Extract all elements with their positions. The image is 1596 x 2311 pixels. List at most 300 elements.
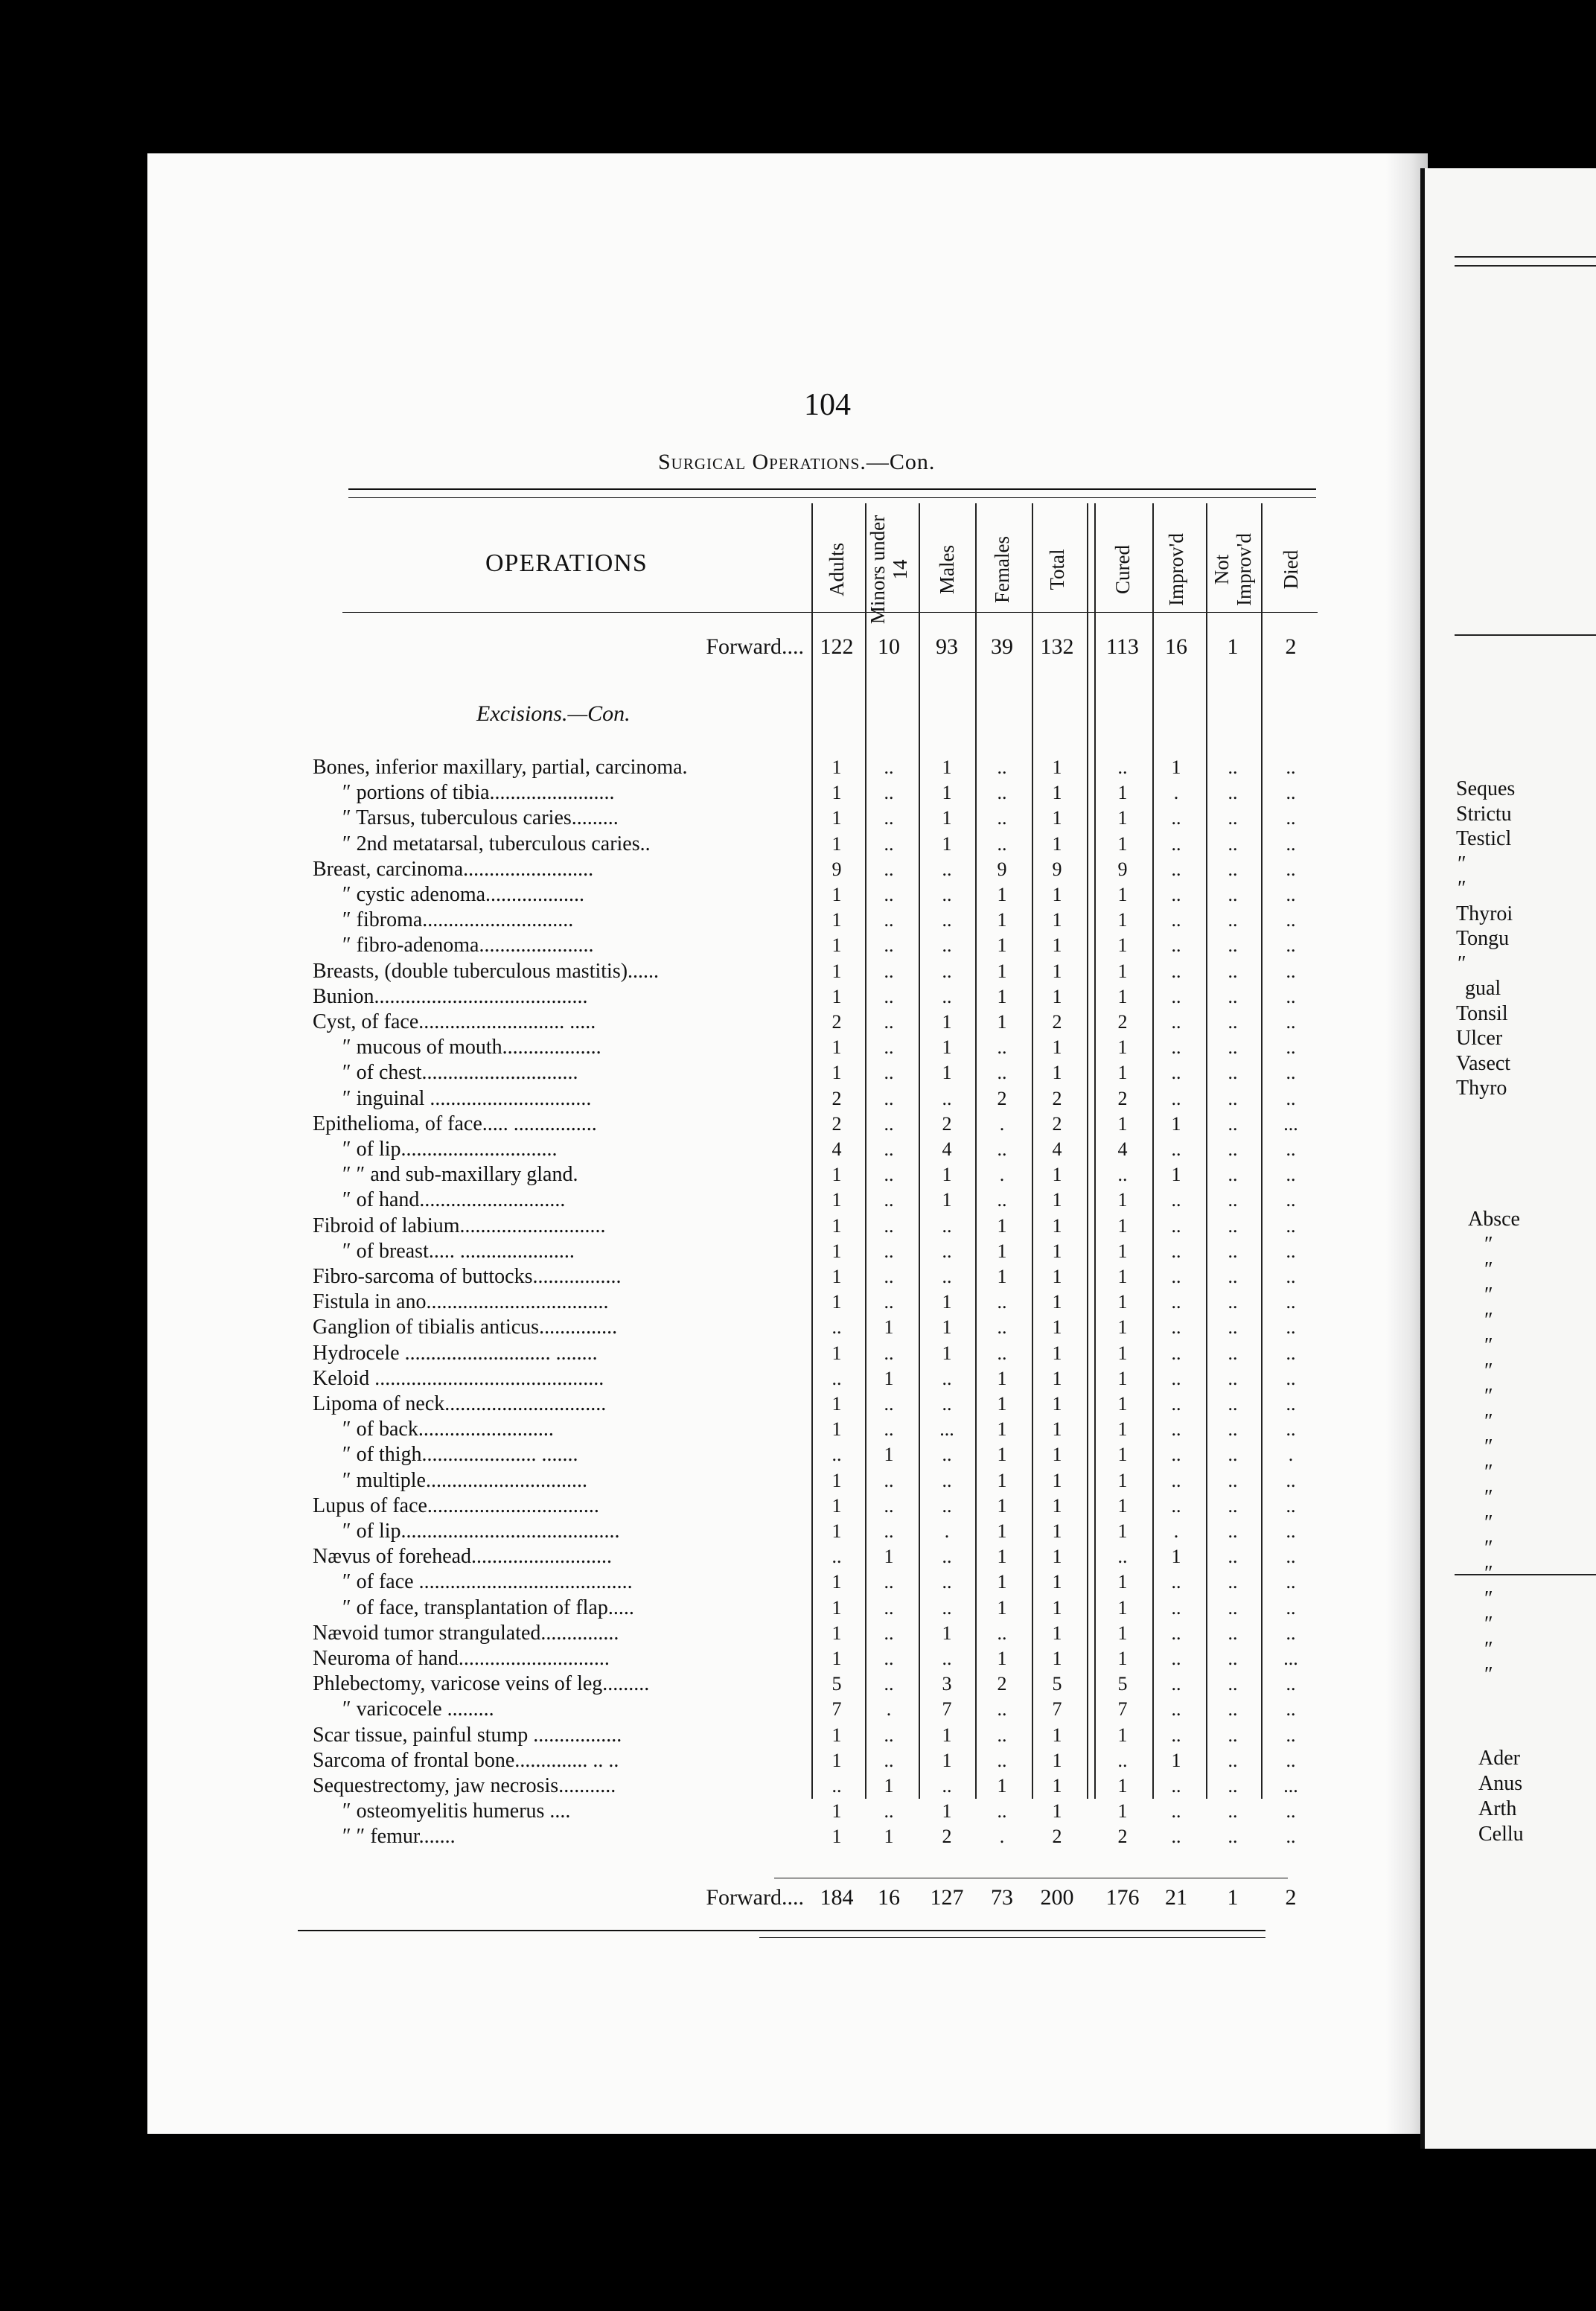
table-cell: .. — [997, 1036, 1007, 1058]
table-cell: 1 — [1171, 1750, 1181, 1771]
table-cell: 1 — [831, 986, 842, 1007]
table-cell: 1 — [831, 909, 842, 931]
table-cell: .. — [1286, 1597, 1296, 1619]
table-cell: .. — [1286, 960, 1296, 982]
table-cell: .. — [942, 858, 952, 880]
table-row-label: Breasts, (double tuberculous mastitis)...... — [313, 960, 660, 983]
table-cell: .. — [1286, 1393, 1296, 1415]
forward-out-value: 200 — [1040, 1885, 1074, 1910]
table-cell: . — [886, 1698, 892, 1720]
facing-page-rule — [1455, 256, 1596, 258]
table-cell: .. — [942, 986, 952, 1007]
table-row-label: Cyst, of face............................ ..... — [313, 1011, 596, 1033]
table-cell: .. — [884, 1750, 894, 1771]
table-cell: .. — [997, 1189, 1007, 1211]
table-cell: 1 — [997, 1546, 1007, 1567]
table-cell: .. — [1286, 1291, 1296, 1313]
table-cell: .. — [1228, 1597, 1238, 1619]
table-cell: .. — [1228, 1750, 1238, 1771]
table-cell: .. — [1171, 986, 1181, 1007]
table-row-label: ″ of face, transplantation of flap..... — [342, 1597, 634, 1619]
column-header-text: Adults — [826, 542, 848, 597]
table-cell: .. — [1286, 1062, 1296, 1083]
table-cell: .. — [1171, 1800, 1181, 1822]
table-cell: .. — [884, 1062, 894, 1083]
column-header-adults — [814, 506, 859, 633]
table-cell: .. — [1228, 1571, 1238, 1593]
table-cell: .. — [1286, 1826, 1296, 1847]
table-cell: 1 — [997, 986, 1007, 1007]
table-cell: 7 — [1117, 1698, 1128, 1720]
table-cell: . — [1173, 1520, 1179, 1542]
table-cell: .. — [831, 1444, 842, 1465]
table-cell: 1 — [1052, 934, 1062, 956]
table-cell: .. — [942, 1088, 952, 1109]
table-cell: .. — [1171, 1266, 1181, 1287]
table-cell: .. — [1286, 1164, 1296, 1185]
table-cell: .. — [1228, 1470, 1238, 1491]
facing-page-word: Cellu — [1478, 1823, 1524, 1846]
table-cell: .. — [1286, 1750, 1296, 1771]
table-cell: .. — [1171, 1648, 1181, 1669]
forward-in-value: 2 — [1285, 634, 1297, 659]
column-header-improv-d — [1154, 506, 1198, 633]
table-cell: .. — [1171, 1673, 1181, 1695]
column-divider — [1032, 503, 1033, 1799]
table-cell: .. — [1228, 1826, 1238, 1847]
table-cell: 1 — [831, 1724, 842, 1746]
table-cell: .. — [1228, 1036, 1238, 1058]
table-cell: 1 — [1052, 756, 1062, 778]
table-cell: .. — [942, 884, 952, 905]
table-cell: .. — [884, 1648, 894, 1669]
table-cell: 2 — [1117, 1011, 1128, 1033]
table-cell: .. — [942, 1597, 952, 1619]
bottom-rule — [298, 1930, 1265, 1931]
table-cell: 1 — [942, 756, 952, 778]
table-cell: 9 — [1052, 858, 1062, 880]
table-row-label: ″ fibro-adenoma...................... — [342, 934, 594, 957]
table-cell: .. — [1228, 1622, 1238, 1644]
table-cell: .. — [1286, 756, 1296, 778]
operations-heading: OPERATIONS — [485, 549, 648, 577]
table-cell: 1 — [997, 1418, 1007, 1440]
table-row-label: ″ portions of tibia........................ — [342, 782, 615, 804]
table-row-label: ″ varicocele ......... — [342, 1698, 494, 1721]
facing-page-rule — [1455, 265, 1596, 267]
table-cell: .. — [1228, 858, 1238, 880]
top-rule-2 — [348, 497, 1316, 498]
facing-page-word: ″ — [1458, 852, 1466, 876]
table-cell: ... — [1283, 1648, 1298, 1669]
table-cell: .. — [1286, 858, 1296, 880]
table-cell: .. — [1171, 1775, 1181, 1797]
table-row-label: Ganglion of tibialis anticus............... — [313, 1316, 618, 1339]
table-cell: 1 — [1171, 1113, 1181, 1135]
table-cell: .. — [1286, 1316, 1296, 1338]
table-cell: .. — [1228, 1520, 1238, 1542]
table-cell: .. — [997, 1750, 1007, 1771]
table-cell: .. — [884, 1622, 894, 1644]
table-cell: .. — [1286, 1138, 1296, 1160]
table-cell: 1 — [831, 1826, 842, 1847]
table-cell: .. — [942, 960, 952, 982]
table-cell: 2 — [831, 1088, 842, 1109]
facing-page-word: ″ — [1484, 1258, 1493, 1281]
table-cell: .. — [884, 1215, 894, 1237]
table-cell: .. — [884, 1164, 894, 1185]
table-row-label: ″ of hand............................ — [342, 1189, 566, 1211]
table-cell: 1 — [1052, 1571, 1062, 1593]
table-cell: .. — [884, 1724, 894, 1746]
table-cell: 1 — [942, 1724, 952, 1746]
facing-page-word: Strictu — [1456, 802, 1512, 826]
table-cell: 1 — [831, 1470, 842, 1491]
table-cell: .. — [997, 1724, 1007, 1746]
table-cell: .. — [1171, 1393, 1181, 1415]
table-cell: 1 — [1117, 1444, 1128, 1465]
table-cell: .. — [1228, 1316, 1238, 1338]
table-cell: 4 — [1052, 1138, 1062, 1160]
table-cell: 1 — [1117, 1648, 1128, 1669]
table-cell: .. — [1228, 1215, 1238, 1237]
table-cell: 1 — [942, 1189, 952, 1211]
facing-page-word: ″ — [1484, 1385, 1493, 1408]
table-row-label: ″ of lip.......................................... — [342, 1520, 620, 1543]
table-row-label: ″ osteomyelitis humerus .... — [342, 1800, 571, 1823]
table-cell: . — [999, 1164, 1005, 1185]
table-cell: 1 — [1117, 1470, 1128, 1491]
table-row-label: ″ 2nd metatarsal, tuberculous caries.. — [342, 833, 651, 855]
table-cell: 1 — [1117, 884, 1128, 905]
table-cell: 7 — [831, 1698, 842, 1720]
table-cell: .. — [1228, 1291, 1238, 1313]
table-cell: .. — [884, 960, 894, 982]
table-cell: .. — [1228, 1368, 1238, 1389]
table-cell: .. — [1228, 1138, 1238, 1160]
table-cell: .. — [831, 1775, 842, 1797]
table-row-label: Fibro-sarcoma of buttocks................. — [313, 1266, 622, 1288]
table-cell: .. — [942, 1240, 952, 1262]
table-cell: .. — [1228, 1393, 1238, 1415]
table-cell: .. — [1286, 1622, 1296, 1644]
table-cell: .. — [1171, 1470, 1181, 1491]
running-head-title: Surgical Operations — [658, 450, 861, 474]
table-cell: .. — [884, 807, 894, 829]
table-cell: .. — [1171, 1138, 1181, 1160]
table-cell: .. — [1171, 1724, 1181, 1746]
facing-page-word: gual — [1465, 977, 1501, 1000]
table-cell: 4 — [942, 1138, 952, 1160]
table-cell: 1 — [1117, 1291, 1128, 1313]
table-cell: .. — [1171, 833, 1181, 855]
forward-out-value: 21 — [1165, 1885, 1187, 1910]
table-cell: 1 — [1117, 1062, 1128, 1083]
table-cell: .. — [1171, 1826, 1181, 1847]
table-cell: 1 — [942, 1342, 952, 1364]
table-cell: 1 — [1052, 1036, 1062, 1058]
table-cell: .. — [1171, 1036, 1181, 1058]
table-cell: .. — [1171, 909, 1181, 931]
table-cell: . — [1288, 1444, 1294, 1465]
table-cell: .. — [942, 1571, 952, 1593]
table-cell: .. — [1228, 960, 1238, 982]
column-header-text: Improv'd — [1165, 533, 1187, 606]
table-cell: .. — [1286, 1240, 1296, 1262]
table-cell: 1 — [1052, 1520, 1062, 1542]
facing-page-word: ″ — [1484, 1587, 1493, 1610]
table-cell: 1 — [997, 1470, 1007, 1491]
table-cell: .. — [884, 1520, 894, 1542]
forward-out-value: 127 — [930, 1885, 964, 1910]
table-cell: .. — [942, 1444, 952, 1465]
table-cell: 1 — [1052, 1648, 1062, 1669]
forward-out-value: 2 — [1285, 1885, 1297, 1910]
table-cell: .. — [884, 1291, 894, 1313]
table-cell: 1 — [942, 1316, 952, 1338]
table-cell: 1 — [1117, 1215, 1128, 1237]
table-cell: .. — [1228, 807, 1238, 829]
table-cell: .. — [1171, 1698, 1181, 1720]
table-row-label: ″ mucous of mouth................... — [342, 1036, 601, 1059]
table-cell: .. — [942, 1648, 952, 1669]
forward-out-value: 16 — [878, 1885, 900, 1910]
table-cell: .. — [884, 1011, 894, 1033]
table-cell: .. — [1286, 1088, 1296, 1109]
table-cell: .. — [1286, 1266, 1296, 1287]
table-cell: .. — [942, 1368, 952, 1389]
facing-page-word: ″ — [1484, 1284, 1493, 1307]
table-cell: 1 — [884, 1368, 894, 1389]
table-cell: .. — [1228, 1673, 1238, 1695]
column-divider — [975, 503, 977, 1799]
table-cell: 1 — [831, 1164, 842, 1185]
table-cell: 1 — [997, 960, 1007, 982]
page-number: 104 — [804, 388, 851, 422]
table-cell: .. — [1171, 1622, 1181, 1644]
table-cell: 1 — [831, 1622, 842, 1644]
table-cell: 1 — [1052, 1215, 1062, 1237]
table-cell: 1 — [831, 884, 842, 905]
table-cell: .. — [942, 1393, 952, 1415]
table-cell: .. — [1228, 1495, 1238, 1517]
table-cell: . — [999, 1826, 1005, 1847]
forward-out-label: Forward.... — [706, 1885, 804, 1910]
table-cell: 7 — [1052, 1698, 1062, 1720]
top-rule — [348, 488, 1316, 490]
table-cell: .. — [884, 1800, 894, 1822]
table-cell: .. — [1286, 833, 1296, 855]
table-cell: 1 — [1052, 1368, 1062, 1389]
table-cell: 5 — [831, 1673, 842, 1695]
table-cell: 1 — [831, 756, 842, 778]
table-cell: 2 — [1117, 1826, 1128, 1847]
table-cell: 1 — [1117, 960, 1128, 982]
table-cell: 1 — [831, 1240, 842, 1262]
table-cell: 1 — [1052, 1546, 1062, 1567]
table-cell: 1 — [1052, 833, 1062, 855]
table-cell: .. — [884, 1036, 894, 1058]
table-cell: .. — [884, 858, 894, 880]
table-cell: 1 — [831, 1418, 842, 1440]
table-cell: 1 — [1052, 1597, 1062, 1619]
table-cell: . — [944, 1520, 950, 1542]
table-cell: .. — [1228, 1800, 1238, 1822]
table-cell: .. — [997, 756, 1007, 778]
column-divider — [919, 503, 920, 1799]
facing-page-word: Arth — [1478, 1797, 1517, 1820]
table-cell: 1 — [1117, 1800, 1128, 1822]
table-cell: .. — [1228, 909, 1238, 931]
table-cell: .. — [1171, 1597, 1181, 1619]
table-cell: .. — [1228, 1444, 1238, 1465]
table-cell: 1 — [1117, 1571, 1128, 1593]
table-cell: .. — [997, 833, 1007, 855]
table-cell: .. — [1117, 1750, 1128, 1771]
facing-page-word: ″ — [1484, 1663, 1493, 1686]
section-title: Excisions.—Con. — [476, 701, 631, 726]
running-head — [658, 450, 935, 475]
table-cell: .. — [884, 1470, 894, 1491]
table-cell: .. — [1228, 1648, 1238, 1669]
facing-page-word: Testicl — [1456, 827, 1512, 850]
table-cell: 1 — [1117, 1240, 1128, 1262]
facing-page-word: ″ — [1484, 1461, 1493, 1484]
table-cell: 1 — [831, 1495, 842, 1517]
table-cell: 1 — [942, 1036, 952, 1058]
facing-page-word: Ulcer — [1456, 1027, 1503, 1050]
forward-in-value: 16 — [1165, 634, 1187, 659]
table-cell: .. — [1171, 1495, 1181, 1517]
table-cell: 1 — [1052, 1393, 1062, 1415]
column-header-text: Males — [936, 545, 958, 594]
table-cell: .. — [1228, 1240, 1238, 1262]
table-cell: 1 — [997, 1520, 1007, 1542]
table-row-label: Sarcoma of frontal bone.............. .. .. — [313, 1750, 619, 1772]
table-cell: .. — [1171, 1011, 1181, 1033]
table-row-label: ″ of face ......................................... — [342, 1571, 633, 1593]
table-cell: 1 — [942, 1622, 952, 1644]
table-row-label: ″ ″ femur....... — [342, 1826, 456, 1848]
table-cell: 1 — [1052, 1622, 1062, 1644]
column-header-total — [1035, 506, 1079, 633]
table-cell: 1 — [942, 1750, 952, 1771]
table-cell: 1 — [884, 1444, 894, 1465]
table-cell: ... — [1283, 1113, 1298, 1135]
table-cell: .. — [1171, 1062, 1181, 1083]
table-row-label: ″ of breast..... ...................... — [342, 1240, 575, 1263]
table-cell: 1 — [997, 1368, 1007, 1389]
table-cell: .. — [1171, 1291, 1181, 1313]
table-cell: 1 — [1052, 782, 1062, 803]
table-cell: .. — [1286, 1189, 1296, 1211]
table-cell: 1 — [942, 807, 952, 829]
forward-out-value: 1 — [1227, 1885, 1239, 1910]
table-cell: 1 — [942, 1164, 952, 1185]
table-cell: 1 — [884, 1316, 894, 1338]
table-cell: 1 — [1052, 1062, 1062, 1083]
table-cell: 1 — [1171, 1546, 1181, 1567]
table-cell: 2 — [1052, 1113, 1062, 1135]
table-cell: .. — [1171, 1215, 1181, 1237]
table-row-label: Sequestrectomy, jaw necrosis........... — [313, 1775, 616, 1797]
table-cell: .. — [1286, 1724, 1296, 1746]
table-cell: 1 — [1052, 1724, 1062, 1746]
table-cell: .. — [1228, 986, 1238, 1007]
table-row-label: Lipoma of neck............................... — [313, 1393, 607, 1415]
table-cell: .. — [1228, 1189, 1238, 1211]
facing-page — [1420, 168, 1596, 2149]
table-cell: .. — [1171, 960, 1181, 982]
table-cell: .. — [884, 909, 894, 931]
table-cell: . — [999, 1113, 1005, 1135]
facing-page-word: Anus — [1478, 1772, 1523, 1795]
table-cell: 1 — [1052, 1291, 1062, 1313]
table-cell: 1 — [831, 934, 842, 956]
facing-page-word: Thyro — [1456, 1077, 1507, 1100]
table-cell: .. — [831, 1368, 842, 1389]
table-row-label: ″ fibroma............................. — [342, 909, 574, 931]
table-cell: 1 — [1117, 934, 1128, 956]
table-cell: 1 — [997, 1571, 1007, 1593]
table-cell: .. — [1228, 756, 1238, 778]
table-cell: .. — [1117, 756, 1128, 778]
table-cell: .. — [997, 1316, 1007, 1338]
table-cell: 9 — [831, 858, 842, 880]
table-cell: 1 — [831, 1036, 842, 1058]
table-cell: .. — [1286, 1342, 1296, 1364]
table-cell: 1 — [831, 833, 842, 855]
table-cell: .. — [1171, 934, 1181, 956]
table-cell: 1 — [942, 782, 952, 803]
column-divider — [811, 503, 813, 1799]
table-cell: 1 — [1052, 1470, 1062, 1491]
table-cell: 1 — [997, 1775, 1007, 1797]
facing-page-word: ″ — [1484, 1638, 1493, 1661]
table-row-label: Lupus of face................................. — [313, 1495, 599, 1517]
facing-page-word: ″ — [1484, 1511, 1493, 1534]
table-cell: 1 — [1117, 833, 1128, 855]
table-cell: .. — [884, 1571, 894, 1593]
table-cell: 1 — [997, 1266, 1007, 1287]
facing-page-word: ″ — [1458, 952, 1466, 975]
facing-page-word: ″ — [1484, 1613, 1493, 1636]
table-cell: 1 — [997, 909, 1007, 931]
table-cell: .. — [942, 1266, 952, 1287]
forward-in-value: 113 — [1106, 634, 1139, 659]
table-row-label: ″ cystic adenoma................... — [342, 884, 585, 906]
table-cell: 4 — [831, 1138, 842, 1160]
table-cell: .. — [1228, 1418, 1238, 1440]
bottom-rule-2 — [759, 1937, 1265, 1938]
column-divider — [1094, 503, 1096, 1799]
table-cell: .. — [1286, 1418, 1296, 1440]
table-cell: 1 — [942, 1011, 952, 1033]
table-cell: 1 — [1117, 986, 1128, 1007]
facing-page-word: Tonsil — [1456, 1001, 1508, 1025]
table-cell: 3 — [942, 1673, 952, 1695]
table-cell: 2 — [997, 1088, 1007, 1109]
table-cell: 2 — [942, 1113, 952, 1135]
table-row-label: ″ of back.......................... — [342, 1418, 554, 1441]
table-cell: 1 — [1117, 1724, 1128, 1746]
table-cell: .. — [1117, 1546, 1128, 1567]
table-cell: 7 — [942, 1698, 952, 1720]
table-row-label: Breast, carcinoma......................... — [313, 858, 594, 881]
facing-page-word: ″ — [1458, 877, 1466, 900]
column-header-text: Females — [991, 536, 1013, 603]
table-cell: 1 — [831, 960, 842, 982]
